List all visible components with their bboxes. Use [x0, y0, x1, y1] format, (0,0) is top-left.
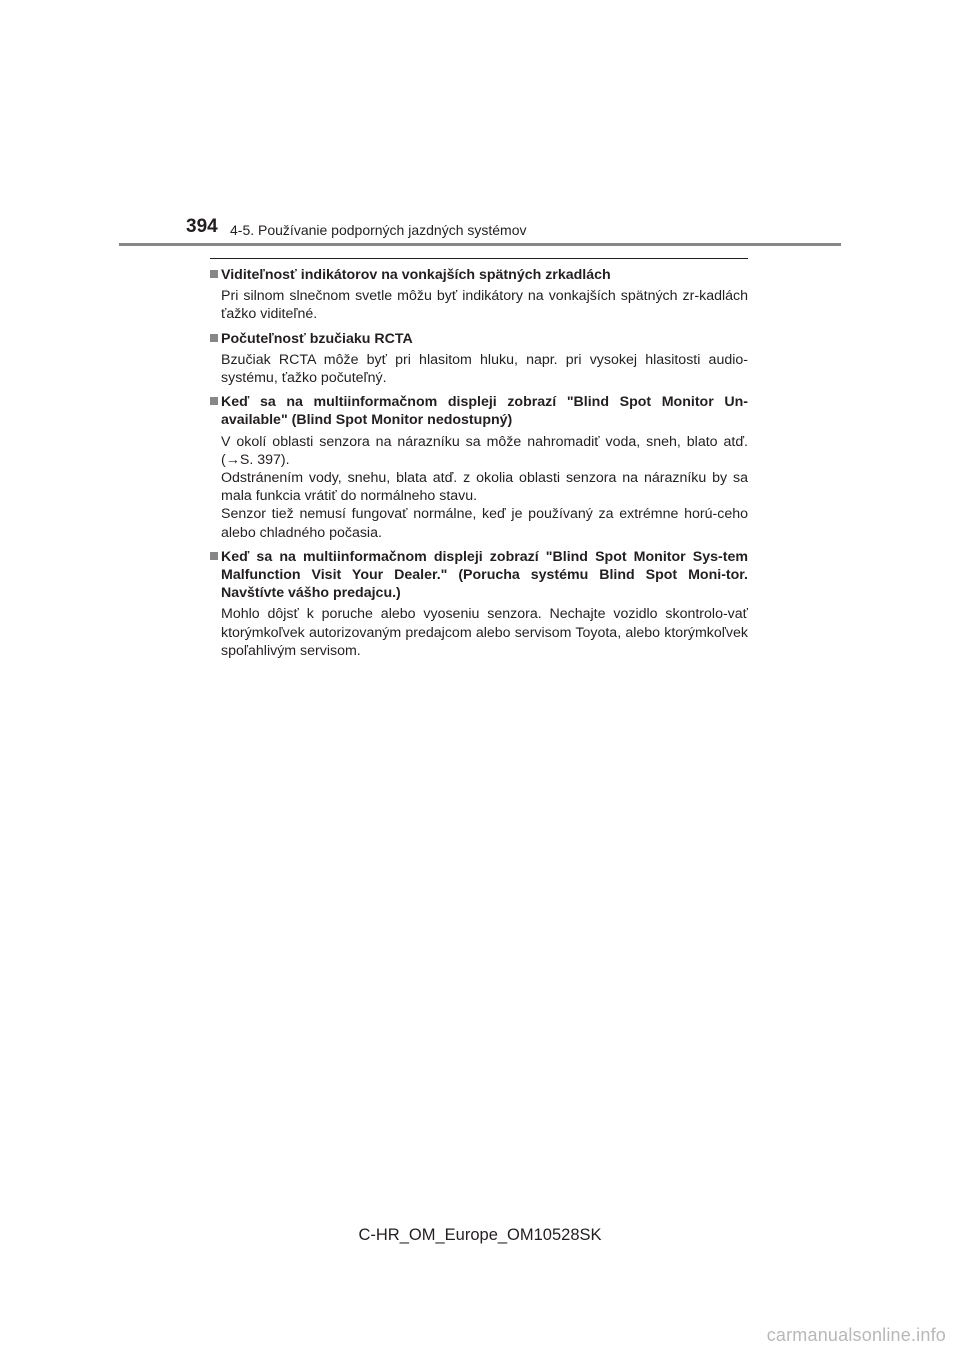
square-bullet-icon — [210, 397, 221, 405]
section-paragraph: Mohlo dôjsť k poruche alebo vyoseniu senzora. Nechajte vozidlo skontrolo-vať ktorýmkoľvek autorizovaným predajcom alebo servisom Toyota, alebo ktorýmkoľvek spoľahlivým servisom. — [221, 606, 748, 659]
section-paragraph: Bzučiak RCTA môže byť pri hlasitom hluku, napr. pri vysokej hlasitosti audio-systému, ťažko počuteľný. — [221, 351, 748, 387]
section-bsm-malfunction — [210, 548, 748, 660]
section-divider — [210, 258, 748, 259]
square-bullet-icon — [210, 270, 221, 278]
section-title: Keď sa na multiinformačnom displeji zobrazí "Blind Spot Monitor Sys-tem Malfunction Visit Your Dealer." (Porucha systému Blind Spot Moni-tor. Navštívte vášho predajcu.) — [221, 548, 748, 602]
page-number: 394 — [186, 216, 218, 237]
section-rcta-buzzer-audibility — [210, 330, 748, 388]
document-code: C-HR_OM_Europe_OM10528SK — [358, 1226, 602, 1244]
header-divider — [119, 243, 841, 246]
section-title: Viditeľnosť indikátorov na vonkajších spätných zrkadlách — [221, 267, 611, 283]
chapter-title: 4-5. Používanie podporných jazdných systémov — [230, 222, 527, 238]
section-title: Počuteľnosť bzučiaku RCTA — [221, 330, 413, 347]
content-area — [210, 266, 748, 666]
section-paragraph: Odstránením vody, snehu, blata atď. z okolia oblasti senzora na nárazníku by sa mala funkcia vrátiť do normálneho stavu. — [221, 470, 748, 505]
section-title: Keď sa na multiinformačnom displeji zobrazí "Blind Spot Monitor Un-available" (Blind Spot Monitor nedostupný) — [221, 394, 748, 429]
section-bsm-unavailable — [210, 393, 748, 542]
section-paragraph: Senzor tiež nemusí fungovať normálne, keď je používaný za extrémne horú-ceho alebo chladného počasia. — [221, 506, 748, 541]
square-bullet-icon — [210, 552, 221, 560]
section-paragraph: Pri silnom slnečnom svetle môžu byť indikátory na vonkajších spätných zr-kadlách ťažko viditeľné. — [221, 288, 748, 323]
section-paragraph: V okolí oblasti senzora na nárazníku sa môže nahromadiť voda, sneh, blato atď. (→S. 397). — [221, 433, 748, 468]
square-bullet-icon — [210, 334, 221, 342]
watermark: carmanualsonline.info — [766, 1325, 946, 1345]
section-mirror-indicator-visibility — [210, 266, 748, 324]
